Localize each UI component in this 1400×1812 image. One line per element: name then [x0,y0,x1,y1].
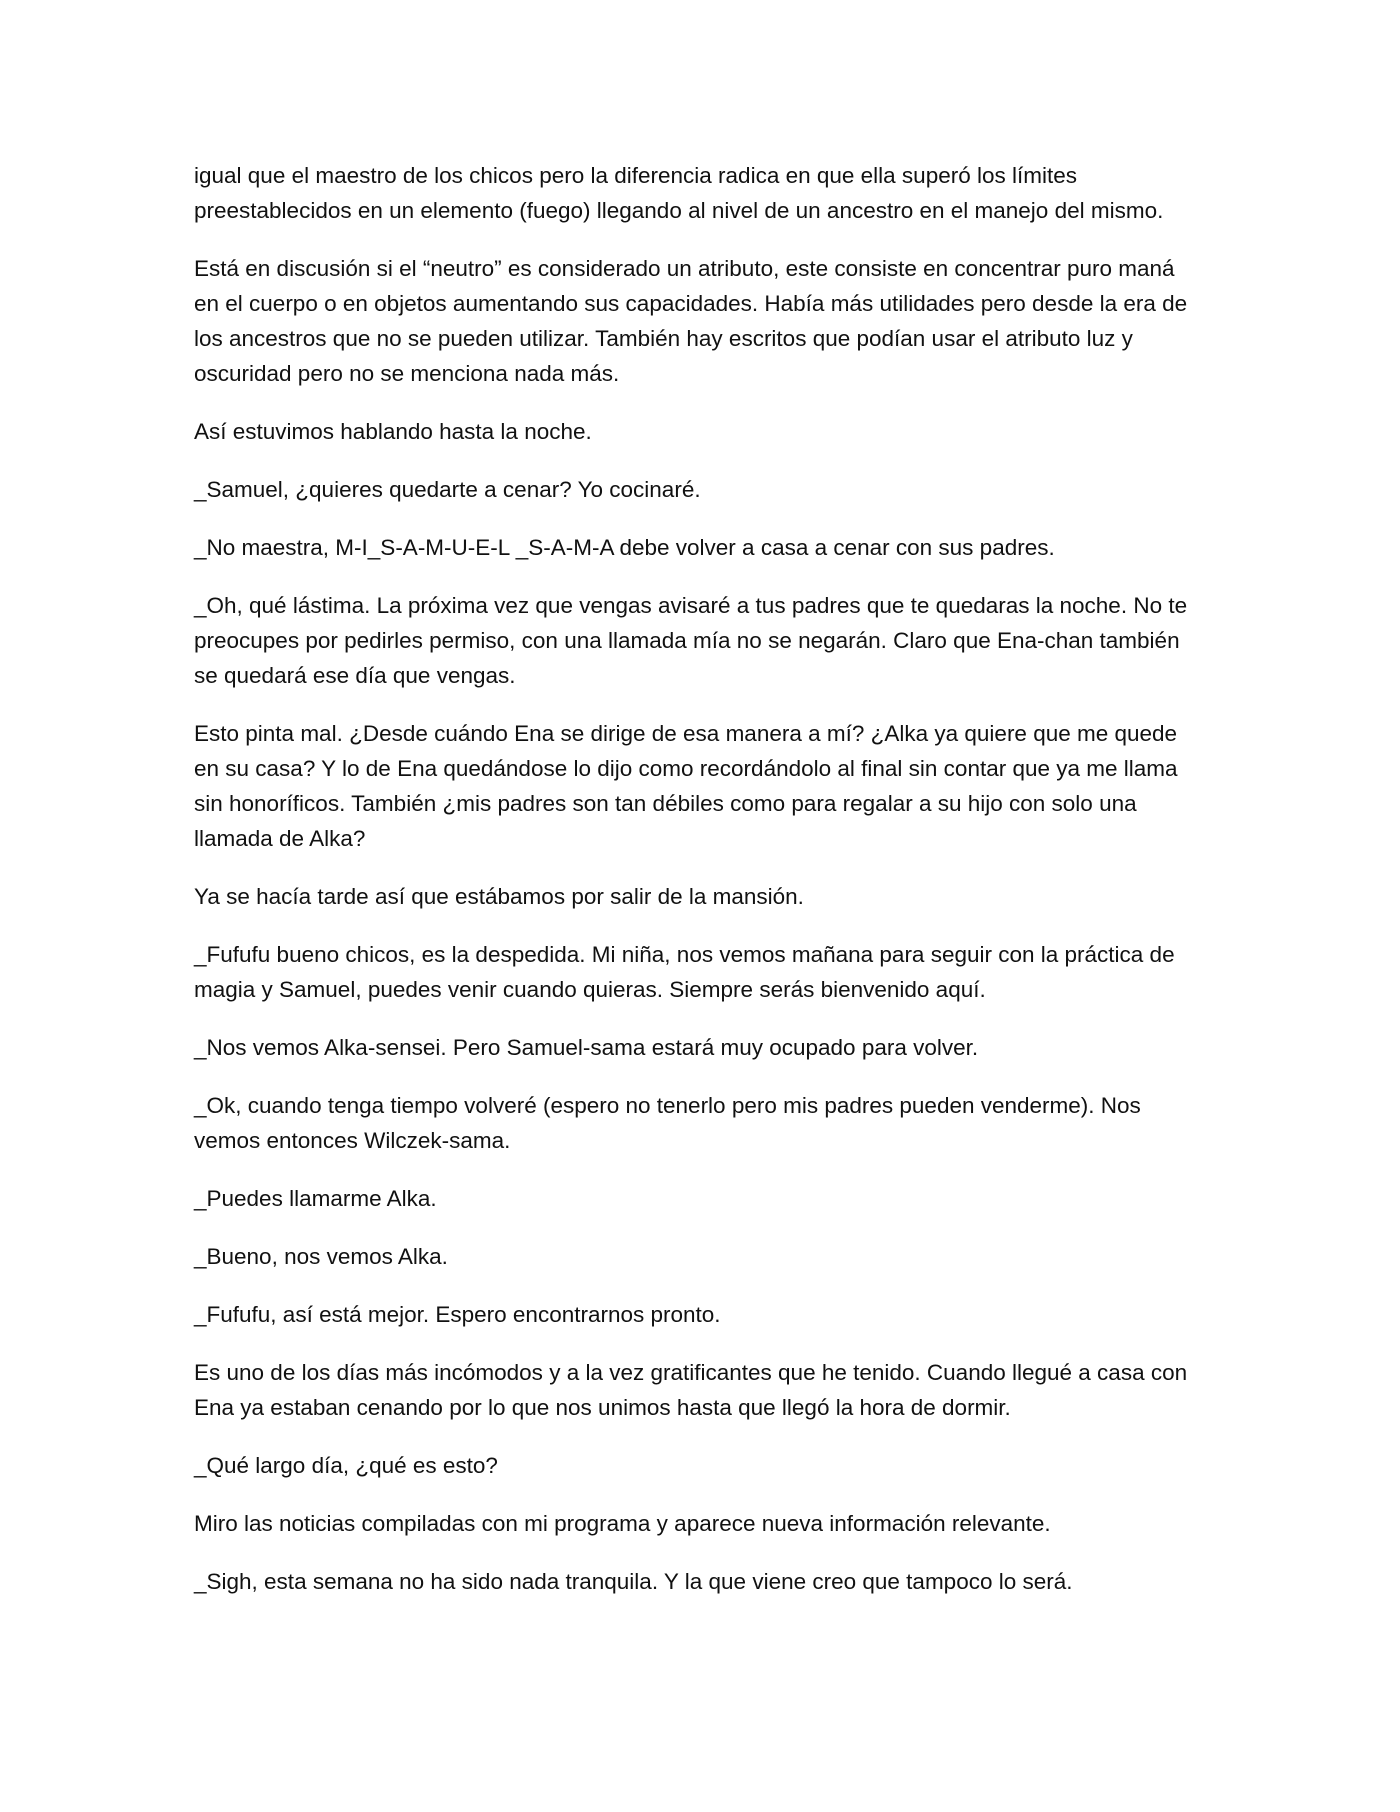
paragraph: Miro las noticias compiladas con mi programa y aparece nueva información relevante. [194,1511,1051,1536]
paragraph: _Puedes llamarme Alka. [194,1186,437,1211]
document-body [194,158,1200,1599]
paragraph: _Samuel, ¿quieres quedarte a cenar? Yo cocinaré. [194,477,701,502]
paragraph: Es uno de los días más incómodos y a la vez gratificantes que he tenido. Cuando llegué a casa con Ena ya estaban cenando por lo que nos unimos hasta que llegó la hora de dormir. [194,1360,1188,1420]
paragraph: _Fufufu, así está mejor. Espero encontrarnos pronto. [194,1302,721,1327]
paragraph: _Bueno, nos vemos Alka. [194,1244,448,1269]
paragraph: Así estuvimos hablando hasta la noche. [194,419,592,444]
paragraph: _Sigh, esta semana no ha sido nada tranquila. Y la que viene creo que tampoco lo será. [194,1569,1073,1594]
paragraph: _Oh, qué lástima. La próxima vez que vengas avisaré a tus padres que te quedaras la noche. No te preocupes por pedirles permiso, con una llamada mía no se negarán. Claro que Ena-chan también se quedará ese día que vengas. [194,593,1188,688]
paragraph: Está en discusión si el “neutro” es considerado un atributo, este consiste en concentrar puro maná en el cuerpo o en objetos aumentando sus capacidades. Había más utilidades pero desde la era de los ancestros que no se pueden utilizar. También hay escritos que podían usar el atributo luz y oscuridad pero no se menciona nada más. [194,256,1188,386]
paragraph: igual que el maestro de los chicos pero la diferencia radica en que ella superó los límites preestablecidos en un elemento (fuego) llegando al nivel de un ancestro en el manejo del mismo. [194,163,1164,223]
paragraph: _Ok, cuando tenga tiempo volveré (espero no tenerlo pero mis padres pueden venderme). Nos vemos entonces Wilczek-sama. [194,1093,1141,1153]
paragraph: _Qué largo día, ¿qué es esto? [194,1453,498,1478]
paragraph: Ya se hacía tarde así que estábamos por salir de la mansión. [194,884,804,909]
paragraph: _Nos vemos Alka-sensei. Pero Samuel-sama estará muy ocupado para volver. [194,1035,979,1060]
paragraph: Esto pinta mal. ¿Desde cuándo Ena se dirige de esa manera a mí? ¿Alka ya quiere que me quede en su casa? Y lo de Ena quedándose lo dijo como recordándolo al final sin contar que ya me llama sin honoríficos. También ¿mis padres son tan débiles como para regalar a su hijo con solo una llamada de Alka? [194,721,1178,851]
paragraph: _Fufufu bueno chicos, es la despedida. Mi niña, nos vemos mañana para seguir con la práctica de magia y Samuel, puedes venir cuando quieras. Siempre serás bienvenido aquí. [194,942,1175,1002]
paragraph: _No maestra, M-I_S-A-M-U-E-L _S-A-M-A debe volver a casa a cenar con sus padres. [194,535,1055,560]
